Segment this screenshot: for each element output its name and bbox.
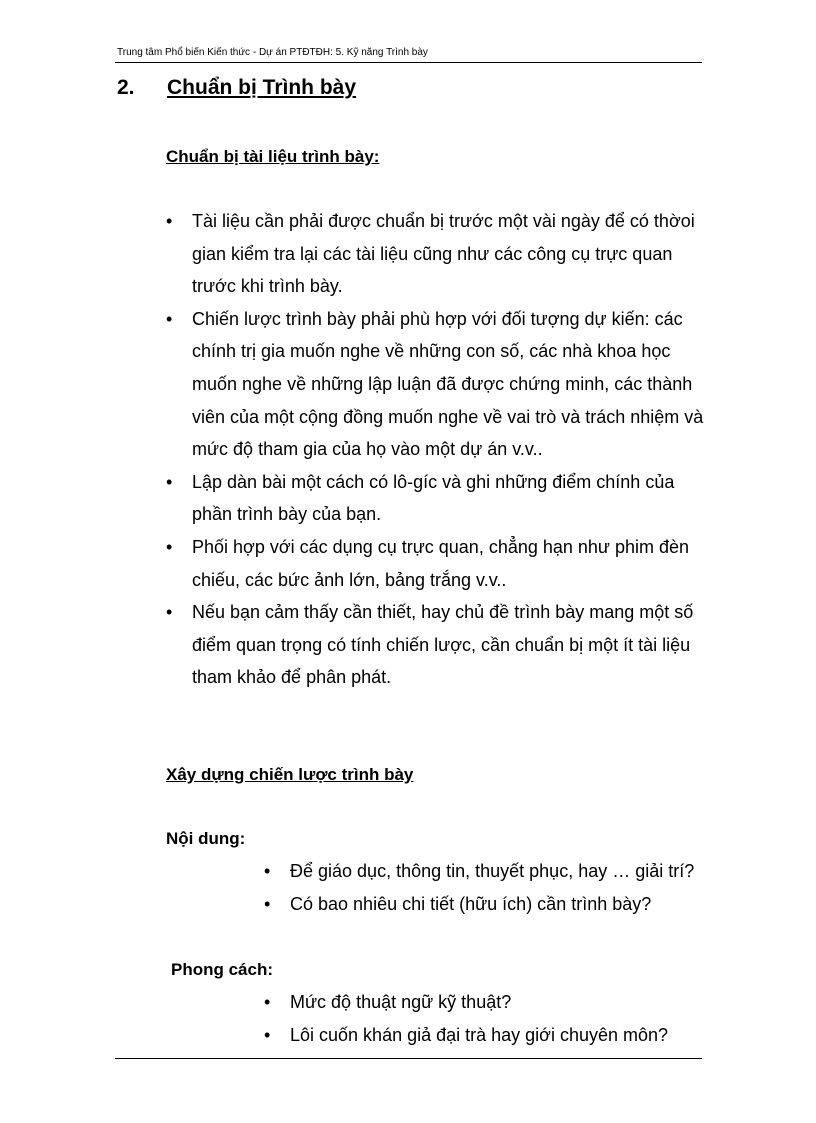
content-label: Nội dung:: [166, 829, 246, 848]
section-title: Chuẩn bị Trình bày: [167, 76, 357, 99]
list-item: • Tài liệu cần phải được chuẩn bị trước một vài ngày để có thờoi gian kiểm tra lại các tài liệu cũng như các công cụ trực quan trước khi trình bày.: [166, 205, 706, 303]
list-item: • Để giáo dục, thông tin, thuyết phục, hay … giải trí?: [264, 855, 704, 888]
list-item: • Có bao nhiêu chi tiết (hữu ích) cần trình bày?: [264, 888, 704, 921]
prep-bullet-list: [166, 205, 706, 694]
strategy-heading: Xây dựng chiến lược trình bày: [166, 765, 414, 784]
list-item: • Phối hợp với các dụng cụ trực quan, chẳng hạn như phim đèn chiếu, các bức ảnh lớn, bảng trắng v.v..: [166, 531, 706, 596]
prep-heading: Chuẩn bị tài liệu trình bày:: [166, 147, 380, 166]
style-bullet-list: [264, 986, 704, 1051]
section-heading: [117, 76, 356, 100]
list-item: • Nếu bạn cảm thấy cần thiết, hay chủ đề trình bày mang một số điểm quan trọng có tính chiến lược, cần chuẩn bị một ít tài liệu tham khảo để phân phát.: [166, 596, 706, 694]
content-bullet-list: [264, 855, 704, 920]
running-header: Trung tâm Phổ biến Kiến thức - Dự án PTĐTĐH: 5. Kỹ năng Trình bày: [117, 47, 428, 58]
list-item: • Chiến lược trình bày phải phù hợp với đối tượng dự kiến: các chính trị gia muốn nghe về những con số, các nhà khoa học muốn nghe về những lập luận đã được chứng minh, các thành viên của một cộng đồng muốn nghe về vai trò và trách nhiệm và mức độ tham gia của họ vào một dự án v.v..: [166, 303, 706, 466]
list-item: • Mức độ thuật ngữ kỹ thuật?: [264, 986, 704, 1019]
section-number: 2.: [117, 76, 135, 99]
footer-rule: [115, 1058, 702, 1059]
list-item: • Lôi cuốn khán giả đại trà hay giới chuyên môn?: [264, 1019, 704, 1052]
header-rule: [115, 62, 702, 63]
list-item: • Lập dàn bài một cách có lô-gíc và ghi những điểm chính của phần trình bày của bạn.: [166, 466, 706, 531]
style-label: Phong cách:: [171, 960, 274, 979]
